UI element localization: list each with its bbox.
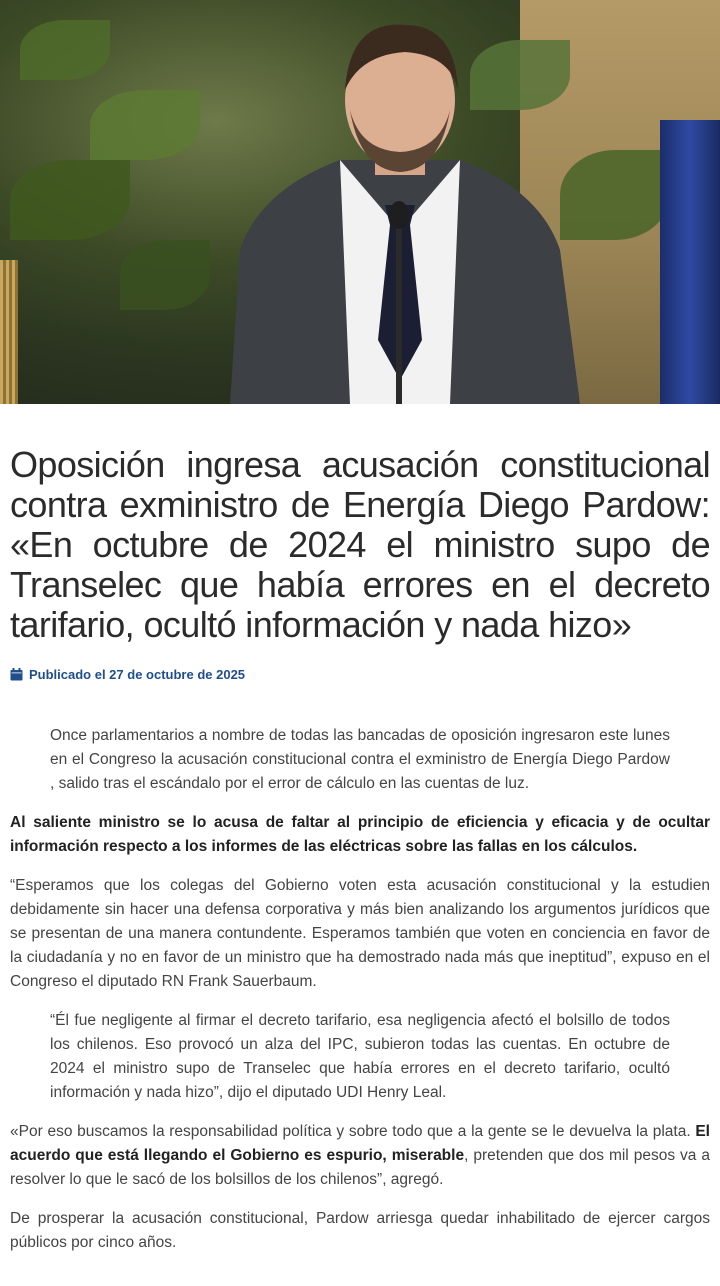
plant-leaf	[10, 160, 130, 240]
plant-leaf	[120, 240, 210, 310]
publish-date	[10, 667, 710, 682]
blockquote-leal: “Él fue negligente al firmar el decreto tarifario, esa negligencia afectó el bolsillo de todos los chilenos. Eso provocó un alza del IPC, subieron todas las cuentas. En octubre de 2024 el ministro supo de Transelec que había errores en el decreto tarifario, ocultó información y nada hizo”, dijo el diputado UDI Henry Leal.	[50, 1012, 670, 1101]
lead-blockquote: Once parlamentarios a nombre de todas las bancadas de oposición ingresaron este lunes en el Congreso la acusación constitucional contra el exministro de Energía Diego Pardow , salido tras el escándalo por el error de cálculo en las cuentas de luz.	[50, 727, 670, 792]
paragraph-agrego-bold: El acuerdo que está llegando el Gobierno es espurio, miserable	[10, 1123, 710, 1164]
hero-image	[0, 0, 720, 404]
article-title: Oposición ingresa acusación constitucional contra exministro de Energía Diego Pardow: «En octubre de 2024 el ministro supo de Transelec que había errores en el decreto tarifario, ocultó información y nada hizo»	[10, 444, 710, 645]
paragraph-agrego-part1: «Por eso buscamos la responsabilidad política y sobre todo que a la gente se le devuelva la plata.	[10, 1123, 696, 1140]
paragraph-bold-lead: Al saliente ministro se lo acusa de faltar al principio de eficiencia y eficacia y de ocultar información respecto a los informes de las eléctricas sobre las fallas en los cálculos.	[10, 814, 710, 855]
article	[0, 445, 720, 1255]
paragraph-sauerbaum: “Esperamos que los colegas del Gobierno voten esta acusación constitucional y la estudien debidamente sin hacer una defensa corporativa y más bien analizando los argumentos jurídicos que se presentan de una manera contundente. Esperamos también que voten en conciencia en favor de la ciudadanía y no en favor de un ministro que ha demostrado nada más que ineptitud”, expuso en el Congreso el diputado RN Frank Sauerbaum.	[10, 877, 710, 990]
person-at-podium-icon	[200, 0, 600, 404]
paragraph-agrego-part2: , pretenden que dos mil pesos va a resolver lo que le sacó de los bolsillos de los chilenos”, agregó.	[10, 1147, 711, 1188]
plant-leaf	[90, 90, 200, 160]
plant-leaf	[20, 20, 110, 80]
paragraph-agrego	[10, 1120, 710, 1192]
flag-fringe	[0, 260, 18, 404]
calendar-icon	[10, 668, 23, 681]
flag	[660, 120, 720, 404]
paragraph-inhabilitado: De prosperar la acusación constitucional, Pardow arriesga quedar inhabilitado de ejercer cargos públicos por cinco años.	[10, 1210, 710, 1251]
publish-date-text: Publicado el 27 de octubre de 2025	[29, 667, 246, 682]
